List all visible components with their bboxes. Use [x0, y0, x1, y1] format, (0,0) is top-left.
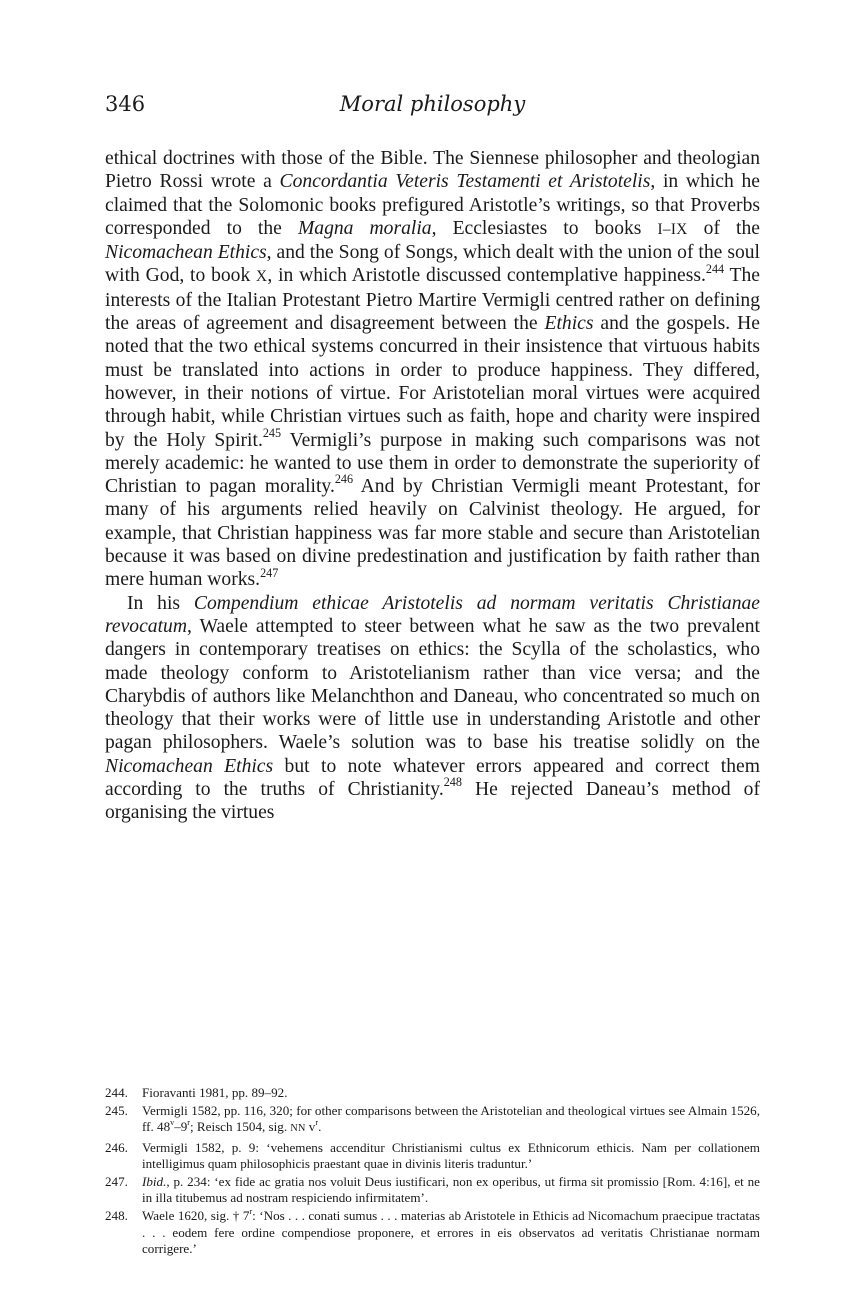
- footnote-text: Vermigli 1582, p. 9: ‘vehemens accenditur Christianismi cultus ex Ethnicorum ethicis. Nam per collationem intelligimus quam philosophicis praestant quae in divinis literis traduntur.’: [142, 1139, 760, 1171]
- text-run: And by Christian Vermigli meant Protestant, for many of his arguments relied heavily on Calvinist theology. He argued, for example, that Christian happiness was far more stable and secure than Aristotelian because it was based on divine predestination and justification by faith rather than mere human works.: [105, 476, 760, 591]
- footnote-244: [105, 1085, 760, 1101]
- text-run: , in which Aristotle discussed contemplative happiness.: [267, 265, 706, 287]
- page-header: [105, 92, 760, 122]
- footnote-text: , p. 234: ‘ex fide ac gratia nos voluit Deus iustificari, non ex operibus, ut firma sit promissio [Rom. 4:16], et ne in illa titubemus ad nostram respiciendo infirmitatem’.: [142, 1174, 760, 1206]
- footnote-number: 246.: [105, 1139, 128, 1155]
- body-text: [105, 147, 760, 825]
- footnote-248: [105, 1208, 760, 1257]
- text-run: , in which he claimed that the Solomonic books prefigured Aristotle’s writings, so that Proverbs corresponded to the: [105, 171, 761, 239]
- footnote-number: 245.: [105, 1103, 128, 1119]
- footnote-text: : ‘Nos . . . conati sumus . . . materias ab Aristotele in Ethicis ad Nicomachum praecipue tractatas . . . eodem fere ordine compendiose proponere, et errores in eis observatos ad veritatis Christianae normam corrigere.’: [142, 1208, 760, 1256]
- footnote-number: 248.: [105, 1208, 128, 1224]
- text-run: , and the Song of Songs, which dealt with the union of the soul with God, to book: [105, 242, 760, 287]
- footnote-number: 247.: [105, 1174, 128, 1190]
- signature-mark: NN: [290, 1123, 306, 1135]
- text-run: In his: [127, 592, 194, 614]
- folio-side: v: [170, 1118, 175, 1128]
- italic-title: Concordantia Veteris Testamenti et Aristotelis: [279, 171, 651, 193]
- footnote-reference: 248: [443, 775, 462, 790]
- text-run: , Waele attempted to steer between what he saw as the two prevalent dangers in contemporary treatises on ethics: the Scylla of the scholastics, who made theology conform to Aristotelianism rather than vice versa; and the Charybdis of authors like Melanchthon and Daneau, who concentrated so much on theology that their works were of little use in understanding Aristotle and other pagan philosophers. Waele’s solution was to base his treatise solidly on the: [105, 615, 760, 754]
- paragraph-1: [105, 147, 760, 592]
- footnote-247: [105, 1174, 760, 1206]
- folio-side: r: [249, 1207, 253, 1217]
- running-title: Moral philosophy: [339, 92, 526, 116]
- italic-title: Nicomachean Ethics: [105, 755, 274, 777]
- italic-title: Nicomachean Ethics: [105, 242, 267, 264]
- footnote-reference: 244: [705, 261, 725, 276]
- paragraph-2: [105, 592, 760, 825]
- book-numeral: X: [256, 268, 268, 286]
- page-number: 346: [105, 92, 146, 116]
- footnote-text: Vermigli 1582, pp. 116, 320; for other comparisons between the Aristotelian and theological virtues see Almain 1526, ff. 48: [142, 1103, 760, 1135]
- footnote-reference: 245: [262, 425, 282, 440]
- footnote-reference: 247: [260, 565, 279, 580]
- italic-title: Compendium ethicae Aristotelis ad normam veritatis Christianae revocatum: [105, 592, 760, 637]
- footnote-text: .: [318, 1119, 322, 1135]
- footnotes: [105, 1085, 760, 1259]
- footnote-number: 244.: [105, 1085, 128, 1100]
- footnote-text: Fioravanti 1981, pp. 89–92.: [142, 1085, 288, 1100]
- footnote-text: Waele 1620, sig. † 7: [142, 1208, 250, 1224]
- folio-side: r: [187, 1118, 190, 1128]
- text-run: ethical doctrines with those of the Bible. The Siennese philosopher and theologian Pietro Rossi wrote a: [105, 148, 760, 193]
- text-run: The interests of the Italian Protestant Pietro Martire Vermigli centred rather on defining the areas of agreement and disagreement between the: [105, 265, 761, 335]
- italic-title: Ethics: [544, 313, 594, 335]
- footnote-text: –9: [174, 1119, 188, 1135]
- text-run: , Ecclesiastes to books: [431, 217, 658, 239]
- footnote-reference: 246: [334, 472, 354, 487]
- book-numeral: I–IX: [657, 220, 688, 238]
- footnote-ibid: Ibid.: [142, 1174, 167, 1190]
- footnote-text: v: [305, 1119, 316, 1135]
- text-run: Vermigli’s purpose in making such comparisons was not merely academic: he wanted to use them in order to demonstrate the superiority of Christian to pagan morality.: [105, 429, 760, 498]
- text-run: He rejected Daneau’s method of organising the virtues: [105, 779, 760, 824]
- text-run: of the: [687, 217, 760, 239]
- italic-title: Magna moralia: [297, 217, 432, 239]
- text-run: and the gospels. He noted that the two ethical systems concurred in their insistence that virtuous habits must be translated into actions in order to produce happiness. They differed, however, in their notions of virtue. For Aristotelian moral virtues were acquired through habit, while Christian virtues such as faith, hope and charity were inspired by the Holy Spirit.: [105, 313, 760, 451]
- folio-side: r: [315, 1118, 319, 1128]
- footnote-245: [105, 1103, 760, 1137]
- footnote-246: [105, 1140, 760, 1172]
- footnote-text: ; Reisch 1504, sig.: [189, 1119, 291, 1135]
- text-run: but to note whatever errors appeared and correct them according to the truths of Christianity.: [105, 755, 760, 801]
